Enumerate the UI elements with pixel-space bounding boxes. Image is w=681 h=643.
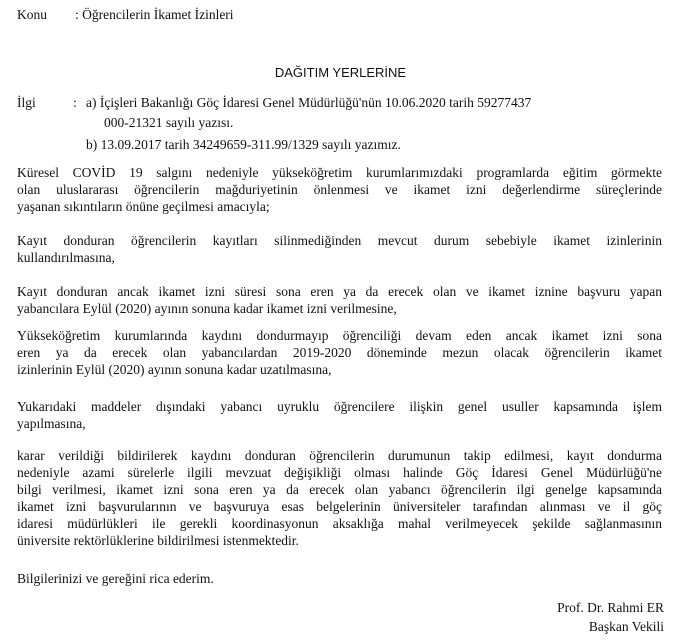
text-line: Küresel COVİD 19 salgını nedeniyle yükseköğretim kurumlarımızdaki programlarda eğitim görmekte <box>17 165 662 180</box>
reference-label: İlgi <box>17 95 36 110</box>
text-line: yaşanan sıkıntıların önüne geçilmesi amacıyla; <box>17 199 270 214</box>
text-line: kullandırılmasına, <box>17 250 115 265</box>
text-line: eren ya da erecek olan yabancılardan 2019-2020 döneminde mezun olacak öğrencilerin ikamet <box>17 345 662 360</box>
paragraph-frozen-registration <box>17 232 662 266</box>
reference-a-line2: 000-21321 sayılı yazısı. <box>104 115 234 130</box>
reference-colon: : <box>73 95 77 110</box>
text-line: Bilgilerinizi ve gereğini rica ederim. <box>17 571 214 586</box>
distribution-heading: DAĞITIM YERLERİNE <box>274 65 407 80</box>
text-line: ikamet izni başvurularının ve başvuruya esas belgelerinin üniversiteler tarafından alınması ve il göç <box>17 499 662 514</box>
signatory-name: Prof. Dr. Rahmi ER <box>557 600 664 615</box>
paragraph-permit-grant <box>17 283 662 317</box>
text-line: idaresi müdürlükleri ile gerekli koordinasyonun aksaklığa mahal verilmeyecek şekilde sağlanmasının <box>17 516 662 531</box>
text-line: izinlerinin Eylül (2020) ayının sonuna kadar uzatılmasına, <box>17 362 332 377</box>
paragraph-closing <box>17 570 662 587</box>
text-line: üniversite rektörlüklerine bildirilmesi istenmektedir. <box>17 533 299 548</box>
text-line: Yükseköğretim kurumlarında kaydını dondurmayıp öğrenciliği devam eden ancak ikamet izni sona <box>17 328 662 343</box>
paragraph-decision <box>17 447 662 549</box>
subject-label: Konu <box>17 7 47 22</box>
paragraph-intro <box>17 164 662 215</box>
subject-value: : Öğrencilerin İkamet İzinleri <box>75 7 234 22</box>
text-line: yabancılara Eylül (2020) ayının sonuna kadar ikamet izni verilmesine, <box>17 301 397 316</box>
text-line: Yukarıdaki maddeler dışındaki yabancı uyruklu öğrencilere ilişkin genel usuller kapsamında işlem <box>17 399 662 414</box>
text-line: karar verildiği bildirilerek kaydını donduran öğrencilerin durumunun takip edilmesi, kayıt dondurma <box>17 448 662 463</box>
paragraph-permit-extension <box>17 327 662 378</box>
text-line: olan uluslararası öğrencilerin mağduriyetinin önlenmesi ve ikamet izni değerlendirme süreçlerinde <box>17 182 662 197</box>
reference-a-line1: a) İçişleri Bakanlığı Göç İdaresi Genel Müdürlüğü'nün 10.06.2020 tarih 59277437 <box>86 95 532 110</box>
reference-b-line: b) 13.09.2017 tarih 34249659-311.99/1329 sayılı yazımız. <box>86 137 401 152</box>
text-line: yapılmasına, <box>17 416 86 431</box>
text-line: nedeniyle azami sürelerle ilgili mevzuat değişikliği olması halinde Göç İdaresi Genel Müdürlüğü'ne <box>17 465 662 480</box>
text-line: Kayıt donduran ancak ikamet izni süresi sona eren ya da erecek olan ve ikamet iznine başvuru yapan <box>17 284 662 299</box>
text-line: Kayıt donduran öğrencilerin kayıtları silinmediğinden mevcut durum sebebiyle ikamet izinlerinin <box>17 233 662 248</box>
text-line: bilgi verilmesi, ikamet izni sona eren ya da erecek olan yabancı öğrencilerin ilgi genelge kapsamında <box>17 482 662 497</box>
signatory-title: Başkan Vekili <box>588 619 664 634</box>
paragraph-general-procedure <box>17 398 662 432</box>
